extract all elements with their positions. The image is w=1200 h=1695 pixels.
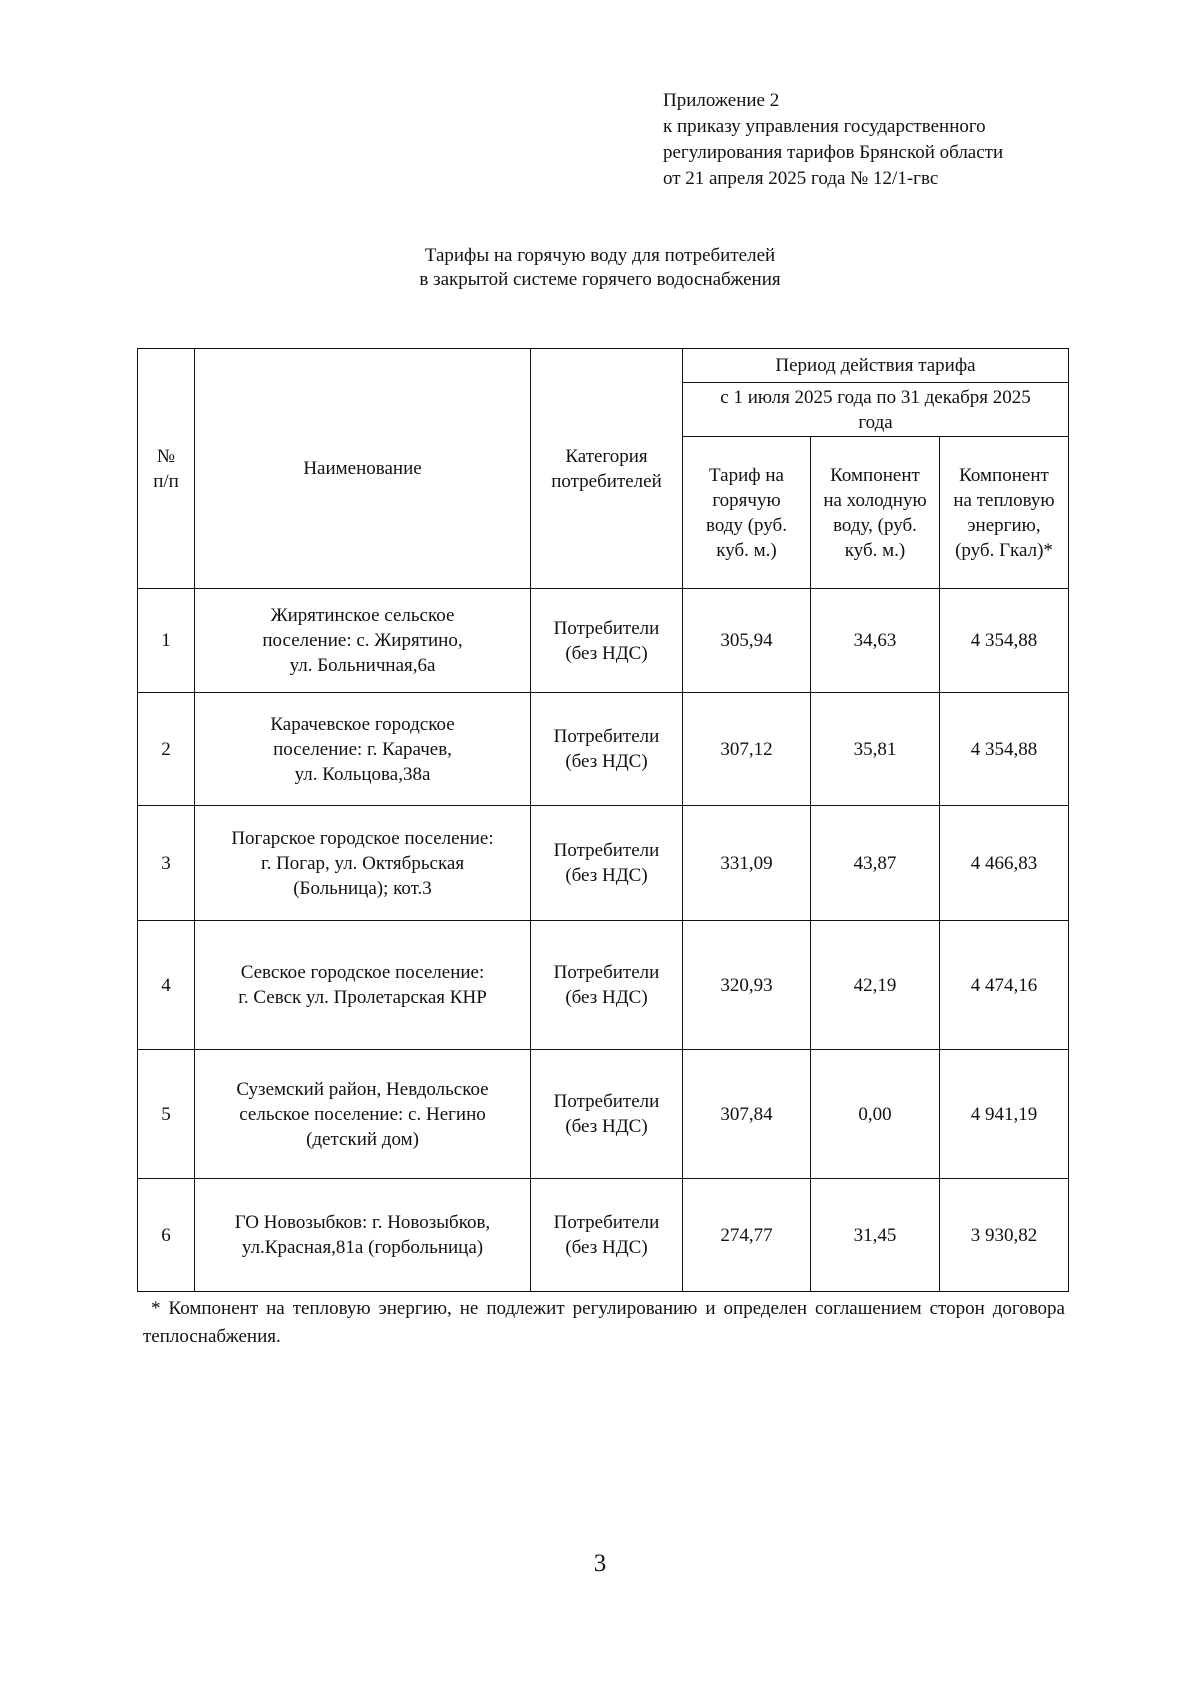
row-name: ГО Новозыбков: г. Новозыбков, ул.Красная,81а (горбольница): [195, 1179, 531, 1292]
footnote: * Компонент на тепловую энергию, не подлежит регулированию и определен соглашением сторон договора теплоснабжения.: [143, 1298, 1065, 1347]
row-cold-component: 34,63: [811, 589, 940, 693]
header-cold-water-component: Компонент на холодную воду, (руб. куб. м.): [811, 437, 940, 589]
row-category: Потребители (без НДС): [531, 921, 683, 1050]
header-category: Категория потребителей: [531, 349, 683, 589]
header-name: Наименование: [195, 349, 531, 589]
row-name: Суземский район, Невдольское сельское поселение: с. Негино (детский дом): [195, 1050, 531, 1179]
row-number: 2: [138, 693, 195, 806]
header-number: № п/п: [138, 349, 195, 589]
row-name: Жирятинское сельское поселение: с. Жирятино, ул. Больничная,6а: [195, 589, 531, 693]
row-heat-component: 4 354,88: [940, 693, 1069, 806]
title-line-2: в закрытой системе горячего водоснабжения: [419, 269, 781, 290]
row-tariff: 307,12: [683, 693, 811, 806]
row-cold-component: 43,87: [811, 806, 940, 921]
row-category: Потребители (без НДС): [531, 1050, 683, 1179]
table-row: [138, 589, 1069, 693]
row-cold-component: 42,19: [811, 921, 940, 1050]
row-heat-component: 3 930,82: [940, 1179, 1069, 1292]
row-heat-component: 4 466,83: [940, 806, 1069, 921]
title-line-1: Тарифы на горячую воду для потребителей: [424, 245, 776, 266]
row-number: 4: [138, 921, 195, 1050]
page-number: 3: [593, 1550, 607, 1577]
row-number: 5: [138, 1050, 195, 1179]
table-row: [138, 693, 1069, 806]
row-name: Погарское городское поселение: г. Погар, ул. Октябрьская (Больница); кот.3: [195, 806, 531, 921]
table-row: [138, 806, 1069, 921]
appendix-line-1: Приложение 2: [663, 90, 780, 111]
document-title: [0, 244, 1200, 292]
row-category: Потребители (без НДС): [531, 806, 683, 921]
appendix-line-4: от 21 апреля 2025 года № 12/1-гвс: [663, 168, 939, 189]
appendix-line-3: регулирования тарифов Брянской области: [663, 142, 1004, 163]
row-heat-component: 4 354,88: [940, 589, 1069, 693]
row-number: 1: [138, 589, 195, 693]
row-number: 6: [138, 1179, 195, 1292]
row-category: Потребители (без НДС): [531, 1179, 683, 1292]
row-tariff: 307,84: [683, 1050, 811, 1179]
row-tariff: 320,93: [683, 921, 811, 1050]
table-row: [138, 1050, 1069, 1179]
row-category: Потребители (без НДС): [531, 589, 683, 693]
tariffs-table: [137, 348, 1069, 1292]
row-heat-component: 4 474,16: [940, 921, 1069, 1050]
row-tariff: 274,77: [683, 1179, 811, 1292]
header-period-range: с 1 июля 2025 года по 31 декабря 2025 года: [683, 383, 1069, 437]
header-heat-component: Компонент на тепловую энергию, (руб. Гкал)*: [940, 437, 1069, 589]
appendix-line-2: к приказу управления государственного: [663, 116, 986, 137]
appendix-header: [663, 88, 1003, 192]
row-category: Потребители (без НДС): [531, 693, 683, 806]
row-cold-component: 35,81: [811, 693, 940, 806]
row-tariff: 331,09: [683, 806, 811, 921]
table-row: [138, 1179, 1069, 1292]
table-row: [138, 921, 1069, 1050]
row-cold-component: 31,45: [811, 1179, 940, 1292]
row-tariff: 305,94: [683, 589, 811, 693]
row-name: Карачевское городское поселение: г. Карачев, ул. Кольцова,38а: [195, 693, 531, 806]
row-name: Севское городское поселение: г. Севск ул. Пролетарская КНР: [195, 921, 531, 1050]
row-cold-component: 0,00: [811, 1050, 940, 1179]
header-period: Период действия тарифа: [683, 349, 1069, 383]
header-hot-water-tariff: Тариф на горячую воду (руб. куб. м.): [683, 437, 811, 589]
row-heat-component: 4 941,19: [940, 1050, 1069, 1179]
row-number: 3: [138, 806, 195, 921]
